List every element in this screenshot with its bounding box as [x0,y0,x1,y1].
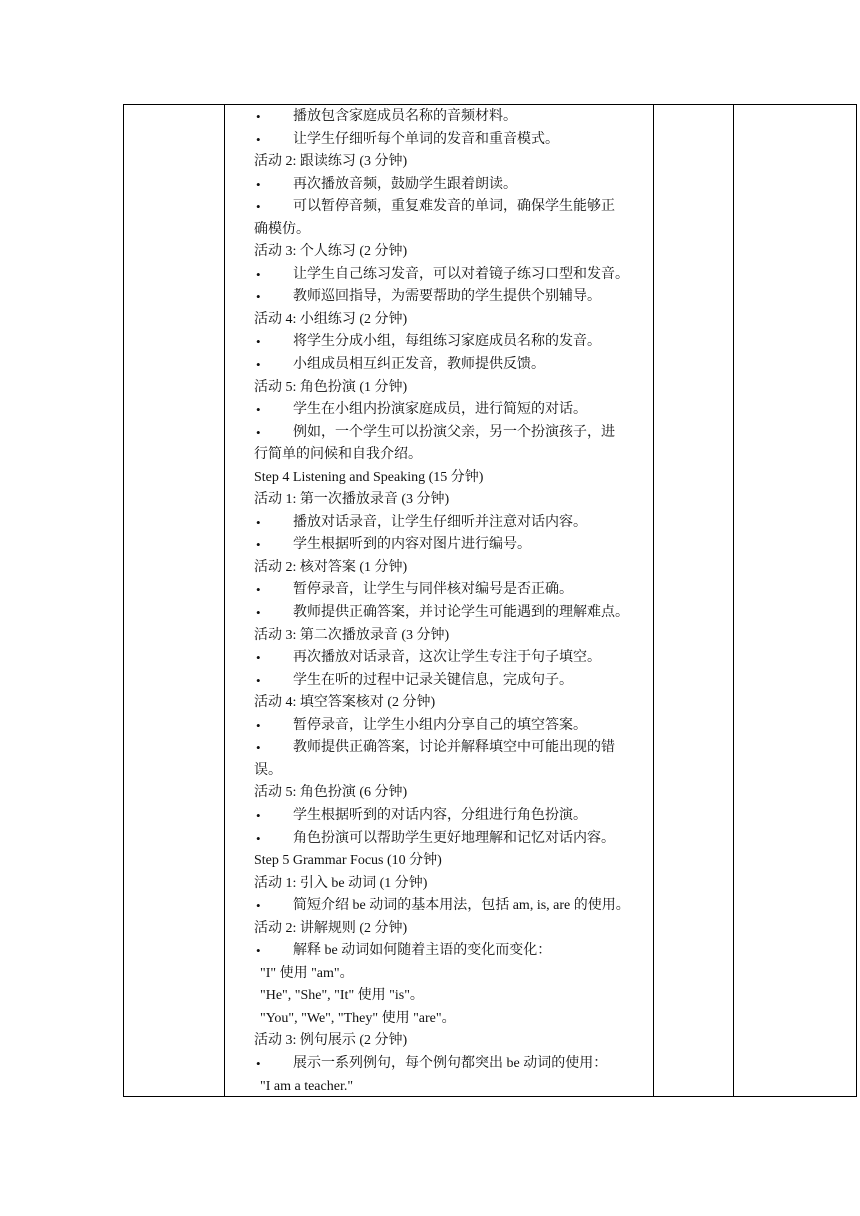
bullet-item [254,737,646,760]
activity-heading: 活动 4: 填空答案核对 (2 分钟) [254,695,436,711]
bullet-text: 让学生自己练习发音，可以对着镜子练习口型和发音。 [293,266,629,282]
bullet-icon: • [256,740,261,756]
bullet-text: 学生在听的过程中记录关键信息，完成句子。 [293,672,573,688]
bullet-item [254,174,646,197]
bullet-icon: • [256,830,261,846]
bullet-item [254,512,646,535]
bullet-icon: • [256,176,261,192]
bullet-text: 小组成员相互纠正发音，教师提供反馈。 [293,357,545,373]
activity-heading: 活动 3: 个人练习 (2 分钟) [254,244,408,260]
activity-heading: 活动 3: 例句展示 (2 分钟) [254,1033,408,1049]
bullet-text: 例如，一个学生可以扮演父亲，另一个扮演孩子，进 [293,424,615,440]
column-divider [733,105,734,1096]
example-line: "You", "We", "They" 使用 "are"。 [260,1010,456,1026]
bullet-item [254,399,646,422]
bullet-item [254,647,646,670]
bullet-item [254,534,646,557]
example-line: "He", "She", "It" 使用 "is"。 [260,988,424,1004]
bullet-item [254,129,646,152]
bullet-text: 暂停录音，让学生与同伴核对编号是否正确。 [293,582,573,598]
bullet-icon: • [256,650,261,666]
activity-heading: 活动 1: 引入 be 动词 (1 分钟) [254,875,428,891]
bullet-item [254,196,646,219]
bullet-icon: • [256,109,261,124]
bullet-text: 播放包含家庭成员名称的音频材料。 [293,109,517,124]
bullet-item [254,602,646,625]
bullet-item [254,579,646,602]
bullet-item [254,286,646,309]
bullet-item [254,940,646,963]
bullet-item [254,715,646,738]
bullet-text: 教师巡回指导，为需要帮助的学生提供个别辅导。 [293,289,601,305]
example-line: "I" 使用 "am"。 [260,965,354,981]
bullet-text: 学生根据听到的内容对图片进行编号。 [293,537,531,553]
activity-heading: 活动 2: 核对答案 (1 分钟) [254,559,408,575]
bullet-item [254,670,646,693]
bullet-icon: • [256,1055,261,1071]
bullet-icon: • [256,266,261,282]
bullet-text: 将学生分成小组，每组练习家庭成员名称的发音。 [293,334,601,350]
lesson-steps-cell [254,106,646,1098]
activity-heading: 活动 1: 第一次播放录音 (3 分钟) [254,492,450,508]
bullet-icon: • [256,582,261,598]
column-divider [653,105,654,1096]
bullet-text: 让学生仔细听每个单词的发音和重音模式。 [293,131,559,147]
bullet-icon: • [256,199,261,215]
bullet-text: 再次播放对话录音，这次让学生专注于句子填空。 [293,650,601,666]
bullet-icon: • [256,424,261,440]
bullet-icon: • [256,402,261,418]
bullet-item [254,1053,646,1076]
bullet-item [254,331,646,354]
activity-heading: 活动 5: 角色扮演 (1 分钟) [254,379,408,395]
bullet-icon: • [256,898,261,914]
bullet-text: 解释 be 动词如何随着主语的变化而变化： [293,943,552,959]
activity-heading: 活动 2: 跟读练习 (3 分钟) [254,154,408,170]
bullet-icon: • [256,943,261,959]
bullet-item [254,805,646,828]
activity-heading: 活动 2: 讲解规则 (2 分钟) [254,920,408,936]
activity-heading: Step 5 Grammar Focus (10 分钟) [254,853,442,869]
bullet-icon: • [256,537,261,553]
bullet-icon: • [256,717,261,733]
activity-heading: 活动 3: 第二次播放录音 (3 分钟) [254,627,450,643]
continuation-line: 行简单的问候和自我介绍。 [254,447,422,463]
bullet-item [254,264,646,287]
column-divider [224,105,225,1096]
activity-heading: 活动 5: 角色扮演 (6 分钟) [254,785,408,801]
bullet-text: 教师提供正确答案，讨论并解释填空中可能出现的错 [293,740,615,756]
bullet-text: 学生根据听到的对话内容，分组进行角色扮演。 [293,807,587,823]
continuation-line: 误。 [254,762,282,778]
bullet-item [254,422,646,445]
bullet-item [254,895,646,918]
bullet-icon: • [256,334,261,350]
bullet-text: 简短介绍 be 动词的基本用法，包括 am, is, are 的使用。 [293,898,630,914]
bullet-text: 学生在小组内扮演家庭成员，进行简短的对话。 [293,402,587,418]
bullet-text: 教师提供正确答案，并讨论学生可能遇到的理解难点。 [293,605,629,621]
activity-heading: Step 4 Listening and Speaking (15 分钟) [254,469,484,485]
continuation-line: 确模仿。 [254,221,310,237]
bullet-icon: • [256,514,261,530]
bullet-icon: • [256,357,261,373]
bullet-text: 暂停录音，让学生小组内分享自己的填空答案。 [293,717,587,733]
bullet-icon: • [256,672,261,688]
bullet-text: 播放对话录音，让学生仔细听并注意对话内容。 [293,514,587,530]
example-line: "I am a teacher." [260,1078,354,1094]
bullet-icon: • [256,807,261,823]
bullet-item [254,354,646,377]
bullet-text: 角色扮演可以帮助学生更好地理解和记忆对话内容。 [293,830,615,846]
bullet-text: 可以暂停音频，重复难发音的单词，确保学生能够正 [293,199,615,215]
bullet-icon: • [256,131,261,147]
bullet-icon: • [256,289,261,305]
bullet-text: 再次播放音频，鼓励学生跟着朗读。 [293,176,517,192]
bullet-item [254,106,646,129]
bullet-icon: • [256,605,261,621]
bullet-item [254,828,646,851]
bullet-text: 展示一系列例句，每个例句都突出 be 动词的使用： [293,1055,608,1071]
activity-heading: 活动 4: 小组练习 (2 分钟) [254,311,408,327]
